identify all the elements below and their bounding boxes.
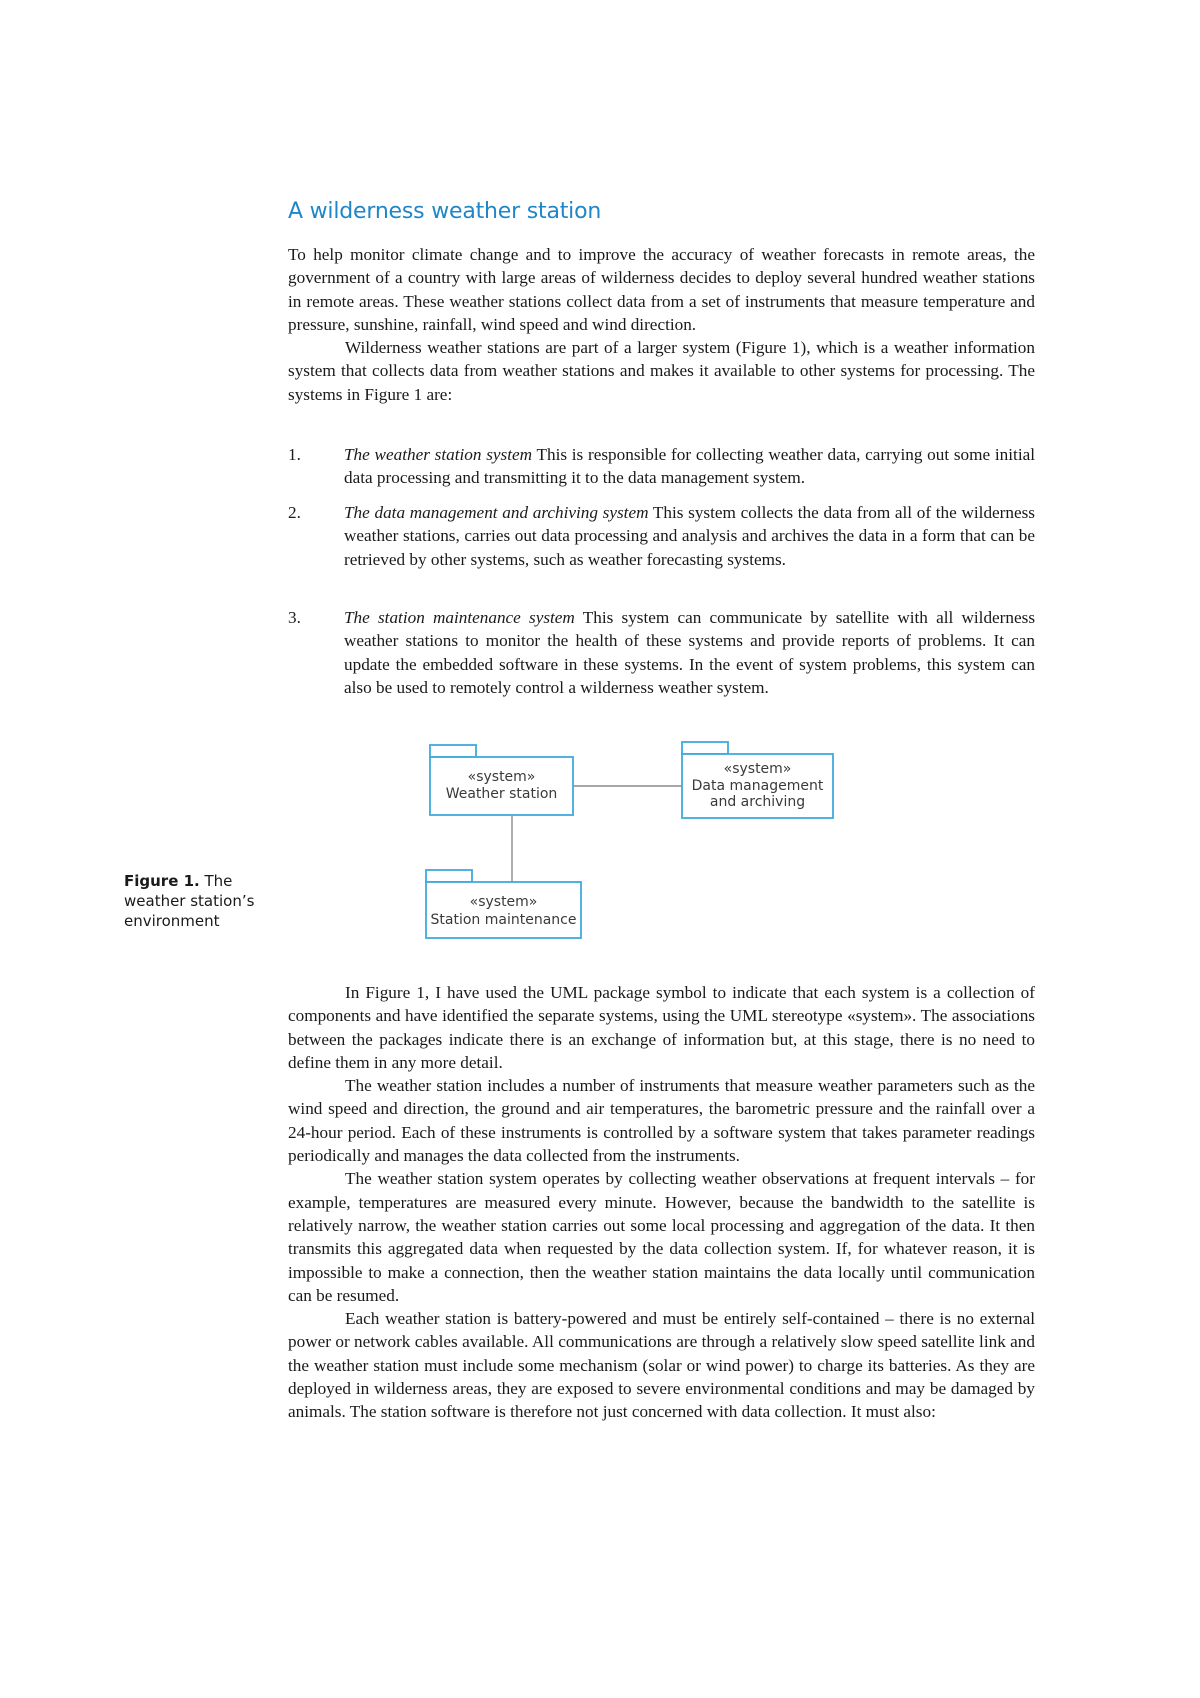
list-item-text: This is responsible for collecting weather data, carrying out some initial data processing and transmitting it to the data management system. [344,445,1035,488]
package-body [426,882,581,938]
list-item-term: The data management and archiving system [344,503,649,522]
list-item [288,606,1035,699]
stereotype-label: «system» [467,769,536,785]
figure-caption [124,871,274,931]
list-item-text: This system can communicate by satellite with all wilderness weather stations to monitor the health of these systems and provide reports of problems. It can update the embedded software in these systems. In the event of system problems, this system can also be used to remotely control a wilderness weather system. [344,608,1036,697]
section-heading: A wilderness weather station [288,199,602,224]
figure-caption-label: Figure 1. [124,872,200,890]
package-station-maintenance [426,870,581,938]
uml-package-diagram [420,740,860,950]
intro-paragraph-2: Wilderness weather stations are part of a larger system (Figure 1), which is a weather information system that collects data from weather stations and makes it available to other systems for processing. The systems in Figure 1 are: [288,338,1035,404]
package-tab [682,742,728,754]
list-item-body [344,443,1035,490]
list-item [288,501,1035,571]
figure-caption-text: The weather station’s environment [124,872,255,930]
package-tab [430,745,476,757]
intro-paragraph-1: To help monitor climate change and to improve the accuracy of weather forecasts in remote areas, the government of a country with large areas of wilderness decides to deploy several hundred weather stations in remote areas. These weather stations collect data from a set of instruments that measure temperature and pressure, sunshine, rainfall, wind speed and wind direction. [288,245,1035,334]
intro-text [288,243,1035,406]
stereotype-label: «system» [723,761,792,777]
list-item-number: 3. [288,608,301,627]
body-paragraph-3: The weather station system operates by collecting weather observations at frequent intervals – for example, temperatures are measured every minute. However, because the bandwidth to the satellite is relatively narrow, the weather station carries out some local processing and aggregation of the data. It then transmits this aggregated data when requested by the data collection system. If, for whatever reason, it is impossible to make a connection, then the weather station maintains the data locally until communication can be resumed. [288,1169,1035,1305]
body-paragraph-2: The weather station includes a number of instruments that measure weather parameters such as the wind speed and direction, the ground and air temperatures, the barometric pressure and the rainfall over a 24-hour period. Each of these instruments is controlled by a software system that takes parameter readings periodically and manages the data collected from the instruments. [288,1076,1035,1166]
stereotype-label: «system» [469,894,538,910]
list-item-number: 2. [288,503,301,522]
list-item-text: This system collects the data from all of the wilderness weather stations, carries out data processing and analysis and archives the data in a form that can be retrieved by other systems, such as weather forecasting systems. [344,503,1035,569]
list-item-body [344,501,1035,571]
list-item-term: The station maintenance system [344,608,575,627]
after-figure-text [288,981,1035,1424]
body-paragraph-1: In Figure 1, I have used the UML package symbol to indicate that each system is a collection of components and have identified the separate systems, using the UML stereotype «system». The associations between the packages indicate there is an exchange of information but, at this stage, there is no need to define them in any more detail. [288,983,1035,1072]
list-item-term: The weather station system [344,445,533,464]
body-paragraph-4: Each weather station is battery-powered and must be entirely self-contained – there is no external power or network cables available. All communications are through a relatively slow speed satellite link and the weather station must include some mechanism (solar or wind power) to charge its batteries. As they are deployed in wilderness areas, they are exposed to severe environmental conditions and may be damaged by animals. The station software is therefore not just concerned with data collection. It must also: [288,1309,1035,1422]
package-name-weather-station: Weather station [445,786,558,802]
package-weather-station [430,745,573,815]
list-item [288,443,1035,490]
package-name-data-management: Data management [691,778,824,794]
package-name-station-maintenance: Station maintenance [430,912,577,928]
package-name-archiving: and archiving [709,794,806,810]
package-tab [426,870,472,882]
list-item-number: 1. [288,445,301,464]
list-item-body [344,606,1035,699]
package-data-management [682,742,833,818]
